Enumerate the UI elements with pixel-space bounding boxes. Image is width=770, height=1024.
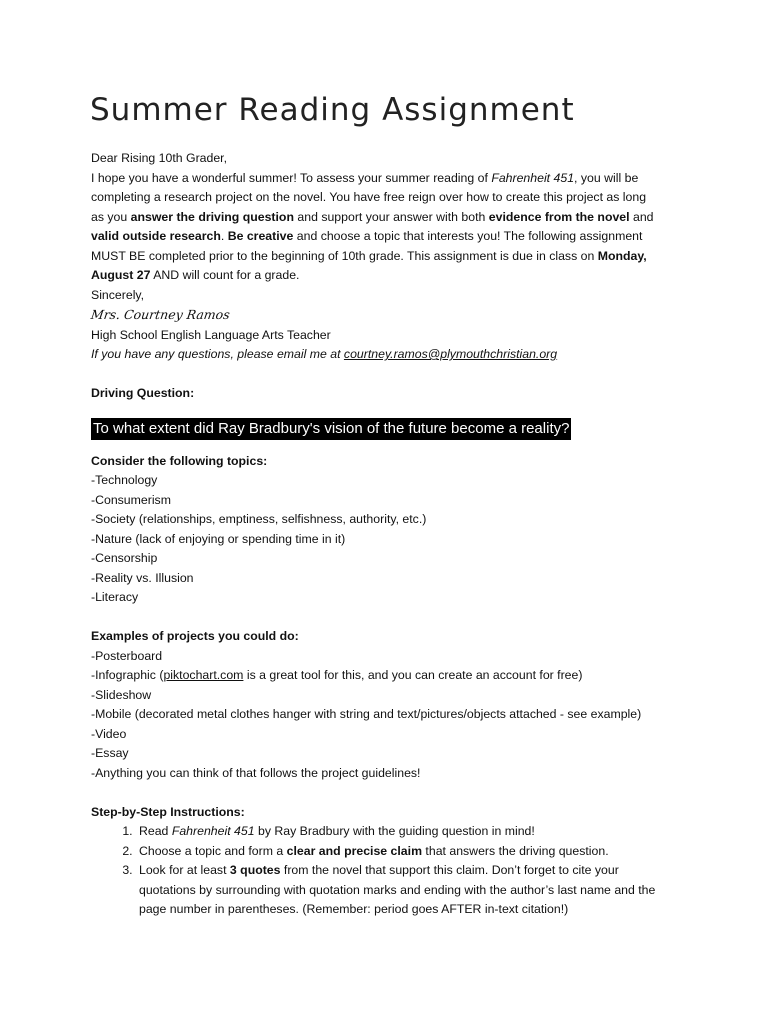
- document-body: [91, 149, 691, 920]
- steps-heading: Step-by-Step Instructions:: [91, 804, 245, 819]
- letter-line-2: completing a research project on the novel. You have free reign over how to create this project as long: [91, 190, 647, 204]
- topics-heading: Consider the following topics:: [91, 453, 268, 468]
- topic-item: -Literacy: [91, 590, 139, 604]
- project-item: -Video: [91, 726, 127, 741]
- step-item: 3. Look for at least 3 quotes from the novel that support this claim. Don’t forget to cite your quotations by surrounding with quotation marks and ending with the author’s last name and the page number in parentheses. (Remember: period goes AFTER in-text citation!): [136, 861, 691, 920]
- letter-line-6: August 27 AND will count for a grade.: [91, 268, 300, 282]
- steps-section: [91, 803, 691, 920]
- closing: Sincerely,: [91, 287, 145, 302]
- book-title: Fahrenheit 451: [491, 170, 575, 185]
- email-link[interactable]: courtney.ramos@plymouthchristian.org: [343, 347, 558, 361]
- projects-section: [91, 627, 691, 783]
- project-item: -Anything you can think of that follows the project guidelines!: [91, 765, 421, 780]
- topic-item: -Censorship: [91, 551, 158, 565]
- steps-list: [91, 822, 691, 920]
- teacher-role: High School English Language Arts Teacher: [91, 327, 331, 342]
- project-item: -Essay: [91, 746, 129, 760]
- project-item: -Posterboard: [91, 648, 163, 663]
- topic-item: -Consumerism: [91, 492, 171, 507]
- project-item: -Slideshow: [91, 687, 152, 702]
- project-item: -Infographic (piktochart.com is a great tool for this, and you can create an account for free): [91, 668, 583, 682]
- piktochart-link[interactable]: piktochart.com: [163, 668, 244, 682]
- letter-line-5: MUST BE completed prior to the beginning of 10th grade. This assignment is due in class on Monday,: [91, 248, 647, 263]
- topics-section: [91, 452, 691, 608]
- step-item: 2. Choose a topic and form a clear and precise claim that answers the driving question.: [136, 842, 691, 862]
- letter-line-1: I hope you have a wonderful summer! To assess your summer reading of Fahrenheit 451, you will be: [91, 170, 639, 185]
- signature: Mrs. Courtney Ramos: [89, 307, 231, 322]
- letter: [91, 149, 691, 365]
- project-item: -Mobile (decorated metal clothes hanger with string and text/pictures/objects attached - see example): [91, 707, 642, 721]
- step-item: 1. Read Fahrenheit 451 by Ray Bradbury with the guiding question in mind!: [136, 822, 691, 842]
- projects-heading: Examples of projects you could do:: [91, 629, 299, 643]
- contact-line: If you have any questions, please email me at courtney.ramos@plymouthchristian.org: [91, 347, 558, 361]
- topic-item: -Nature (lack of enjoying or spending time in it): [91, 531, 346, 546]
- driving-question-heading: Driving Question:: [91, 386, 195, 400]
- greeting: Dear Rising 10th Grader,: [91, 151, 228, 165]
- topic-item: -Reality vs. Illusion: [91, 570, 194, 585]
- document-title: Summer Reading Assignment: [90, 92, 575, 128]
- letter-line-3: as you answer the driving question and support your answer with both evidence from the novel and: [91, 209, 654, 224]
- letter-line-4: valid outside research. Be creative and choose a topic that interests you! The following assignment: [91, 229, 643, 243]
- topic-item: -Society (relationships, emptiness, selfishness, authority, etc.): [91, 512, 427, 526]
- driving-question: To what extent did Ray Bradbury's vision of the future become a reality?: [91, 418, 571, 440]
- topic-item: -Technology: [91, 473, 158, 487]
